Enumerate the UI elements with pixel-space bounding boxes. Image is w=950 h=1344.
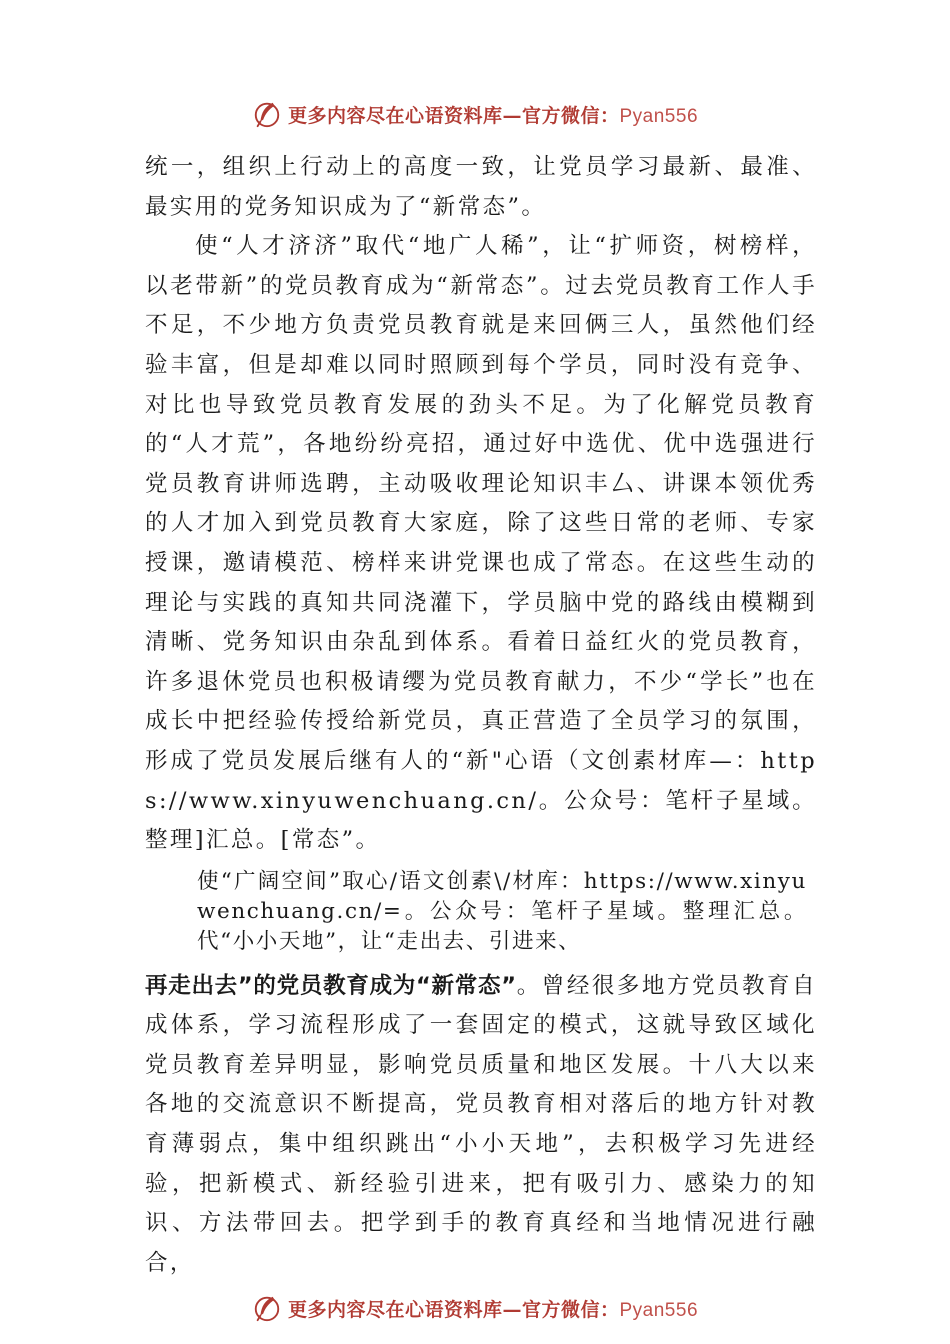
header-banner-sep: — <box>502 104 522 127</box>
paragraph-1: 统一，组织上行动上的高度一致，让党员学习最新、最准、 最实用的党务知识成为了“新常态”。 <box>145 154 817 220</box>
paragraph-4-lead: 再走出去”的党员教育成为“新常态” <box>145 972 517 999</box>
paragraph-4 <box>145 967 817 1284</box>
quill-pen-logo-icon <box>252 1293 282 1323</box>
paragraph-3-inset: 使“广阔空间”取心/语文创素\/材库：https://www.xinyuwenchuang.cn/=。公众号：笔杆子星域。整理汇总。代“小小天地”，让“走出去、引进来、 <box>197 868 807 954</box>
header-banner-sub: 官方微信： <box>521 104 620 127</box>
header-banner <box>0 94 950 134</box>
footer-banner-sep: — <box>502 1298 522 1321</box>
quill-pen-logo-icon <box>252 99 282 129</box>
footer-banner-main: 更多内容尽在心语资料库 <box>287 1298 503 1321</box>
footer-banner <box>0 1288 950 1328</box>
footer-banner-sub: 官方微信： <box>521 1298 620 1321</box>
paragraph-4-rest: 。曾经很多地方党员教育自成体系，学习流程形成了一套固定的模式，这就导致区域化党员教育差异明显，影响党员质量和地区发展。十八大以来各地的交流意识不断提高，党员教育相对落后的地方针对教育薄弱点，集中组织跳出“小小天地”，去积极学习先进经验，把新模式、新经验引进来，把有吸引力、感染力的知识、方法带回去。把学到手的教育真经和当地情况进行融合， <box>145 972 817 1276</box>
header-banner-id: Pyan556 <box>619 105 699 127</box>
document-body <box>145 148 817 1283</box>
footer-banner-id: Pyan556 <box>619 1299 699 1321</box>
header-banner-main: 更多内容尽在心语资料库 <box>287 104 503 127</box>
paragraph-2: 使“人才济济”取代“地广人稀”，让“扩师资，树榜样， 以老带新”的党员教育成为“新常态”。过去党员教育工作人手不足，不少地方负责党员教育就是来回俩三人，虽然他们经验丰富，但是却难以同时照顾到每个学员，同时没有竞争、对比也导致党员教育发展的劲头不足。为了化解党员教育的“人才荒”，各地纷纷亮招，通过好中选优、优中选强进行党员教育讲师选聘，主动吸收理论知识丰厶、讲课本领优秀的人才加入到党员教育大家庭，除了这些日常的老师、专家授课，邀请模范、榜样来讲党课也成了常态。在这些生动的理论与实践的真知共同浇灌下，学员脑中党的路线由模糊到清晰、党务知识由杂乱到体系。看着日益红火的党员教育，许多退休党员也积极请缨为党员教育献力，不少“学长”也在成长中把经验传授给新党员，真正营造了全员学习的氛围， 形成了党员发展后继有人的“新"心语（文创素材库—：https://www.xinyuwenchuang.cn/。公众号：笔杆子星域。整理]汇总。[常态”。 <box>145 233 817 854</box>
footer-banner-text <box>288 1295 698 1322</box>
header-banner-text <box>288 101 698 128</box>
